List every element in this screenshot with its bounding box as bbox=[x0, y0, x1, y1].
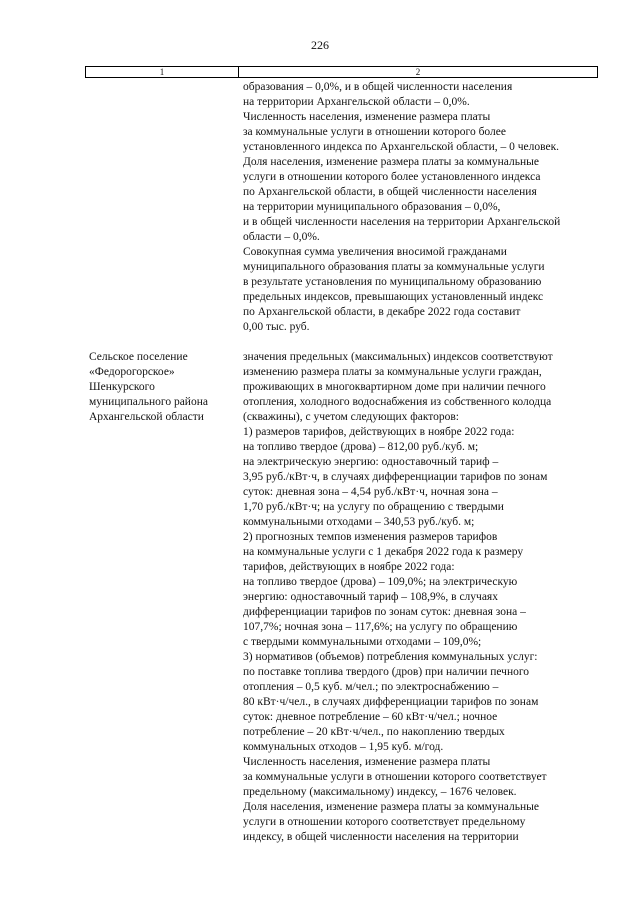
municipality-line: Шенкурского bbox=[89, 381, 155, 393]
text-line: предельному (максимальному) индексу, – 1676 человек. bbox=[243, 786, 517, 798]
text-line: на топливо твердое (дрова) – 812,00 руб./куб. м; bbox=[243, 441, 479, 453]
text-line: услуги в отношении которого соответствует предельному bbox=[243, 816, 526, 828]
text-line: 3) нормативов (объемов) потребления коммунальных услуг: bbox=[243, 651, 538, 663]
municipality-line: Архангельской области bbox=[89, 411, 204, 423]
text-line: (скважины), с учетом следующих факторов: bbox=[243, 411, 460, 423]
text-line: Совокупная сумма увеличения вносимой гражданами bbox=[243, 246, 507, 258]
text-line: муниципального образования платы за коммунальные услуги bbox=[243, 261, 545, 273]
text-line: Доля населения, изменение размера платы за коммунальные bbox=[243, 156, 539, 168]
text-line: услуги в отношении которого более установленного индекса bbox=[243, 171, 541, 183]
text-line: коммунальных отходов – 1,95 куб. м/год. bbox=[243, 741, 444, 753]
text-line: за коммунальные услуги в отношении которого более bbox=[243, 126, 506, 138]
text-line: Численность населения, изменение размера платы bbox=[243, 111, 491, 123]
text-line: 1) размеров тарифов, действующих в ноябре 2022 года: bbox=[243, 426, 515, 438]
table-header-col2: 2 bbox=[415, 67, 421, 77]
block1-text bbox=[243, 80, 603, 335]
text-line: коммунальными отходами – 340,53 руб./куб. м; bbox=[243, 516, 475, 528]
text-line: 3,95 руб./кВт·ч, в случаях дифференциации тарифов по зонам bbox=[243, 471, 548, 483]
text-line: отопления, холодного водоснабжения из собственного колодца bbox=[243, 396, 552, 408]
text-line: предельных индексов, превышающих установленный индекс bbox=[243, 291, 544, 303]
text-line: за коммунальные услуги в отношении которого соответствует bbox=[243, 771, 547, 783]
text-line: и в общей численности населения на территории Архангельской bbox=[243, 216, 561, 228]
text-line: тарифов, действующих в ноябре 2022 года: bbox=[243, 561, 455, 573]
text-line: суток: дневное потребление – 60 кВт·ч/чел.; ночное bbox=[243, 711, 498, 723]
text-line: 107,7%; ночная зона – 117,6%; на услугу по обращению bbox=[243, 621, 518, 633]
text-line: 0,00 тыс. руб. bbox=[243, 321, 310, 333]
text-line: по поставке топлива твердого (дров) при наличии печного bbox=[243, 666, 530, 678]
text-line: по Архангельской области, в общей численности населения bbox=[243, 186, 537, 198]
text-line: Доля населения, изменение размера платы за коммунальные bbox=[243, 801, 539, 813]
text-line: на электрическую энергию: одноставочный тариф – bbox=[243, 456, 499, 468]
text-line: на территории Архангельской области – 0,0%. bbox=[243, 96, 470, 108]
table-header-row bbox=[85, 66, 598, 78]
text-line: на коммунальные услуги с 1 декабря 2022 года к размеру bbox=[243, 546, 524, 558]
text-line: установленного индекса по Архангельской области, – 0 человек. bbox=[243, 141, 560, 153]
text-line: значения предельных (максимальных) индексов соответствуют bbox=[243, 351, 553, 363]
text-line: Численность населения, изменение размера платы bbox=[243, 756, 491, 768]
text-line: 1,70 руб./кВт·ч; на услугу по обращению с твердыми bbox=[243, 501, 504, 513]
text-line: на топливо твердое (дрова) – 109,0%; на электрическую bbox=[243, 576, 518, 588]
text-line: отопления – 0,5 куб. м/чел.; по электроснабжению – bbox=[243, 681, 499, 693]
table-header-col1: 1 bbox=[86, 67, 239, 77]
text-line: потребление – 20 кВт·ч/чел., по накоплению твердых bbox=[243, 726, 505, 738]
text-line: по Архангельской области, в декабре 2022 года составит bbox=[243, 306, 521, 318]
text-line: 80 кВт·ч/чел., в случаях дифференциации тарифов по зонам bbox=[243, 696, 539, 708]
text-line: изменению размера платы за коммунальные услуги граждан, bbox=[243, 366, 542, 378]
municipality-line: «Федорогорское» bbox=[89, 366, 175, 378]
text-line: в результате установления по муниципальному образованию bbox=[243, 276, 542, 288]
text-line: суток: дневная зона – 4,54 руб./кВт·ч, ночная зона – bbox=[243, 486, 498, 498]
text-line: проживающих в многоквартирном доме при наличии печного bbox=[243, 381, 546, 393]
text-line: образования – 0,0%, и в общей численности населения bbox=[243, 81, 513, 93]
text-line: энергию: одноставочный тариф – 108,9%, в случаях bbox=[243, 591, 498, 603]
text-line: индексу, в общей численности населения на территории bbox=[243, 831, 519, 843]
municipality-line: муниципального района bbox=[89, 396, 208, 408]
block2-text bbox=[243, 350, 603, 845]
text-line: на территории муниципального образования – 0,0%, bbox=[243, 201, 501, 213]
text-line: дифференциации тарифов по зонам суток: дневная зона – bbox=[243, 606, 526, 618]
municipality-line: Сельское поселение bbox=[89, 351, 188, 363]
text-line: области – 0,0%. bbox=[243, 231, 320, 243]
text-line: 2) прогнозных темпов изменения размеров тарифов bbox=[243, 531, 498, 543]
municipality-name bbox=[89, 350, 234, 425]
page-number: 226 bbox=[311, 38, 329, 52]
text-line: с твердыми коммунальными отходами – 109,0%; bbox=[243, 636, 482, 648]
